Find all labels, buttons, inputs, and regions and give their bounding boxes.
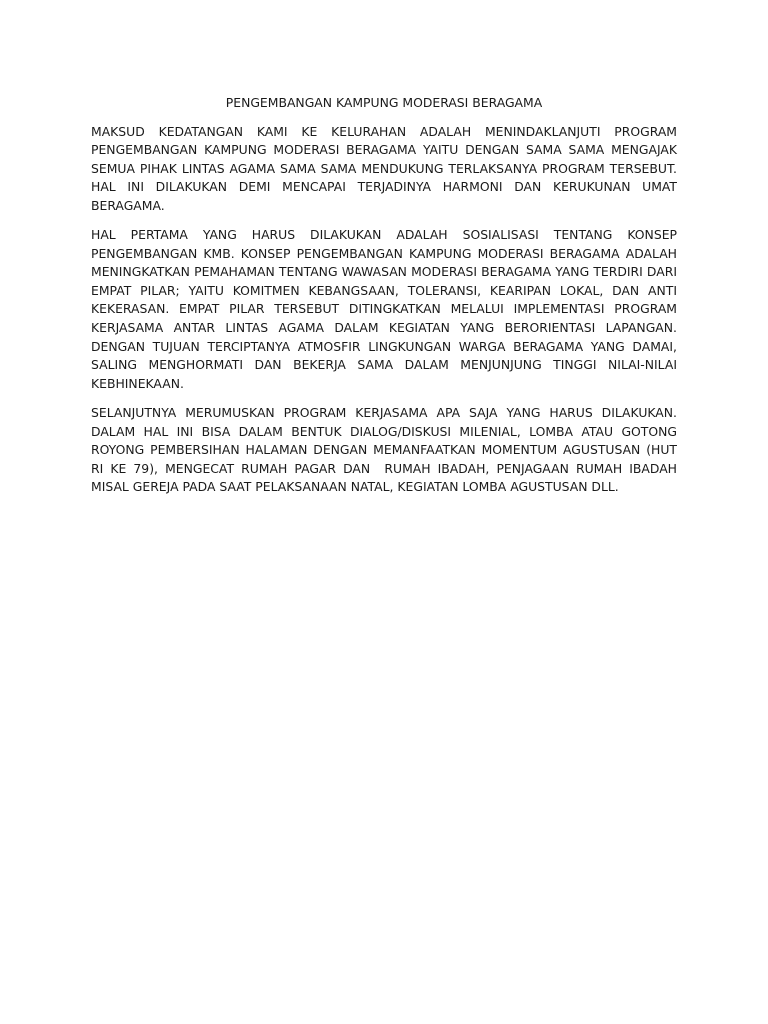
paragraph-intro: MAKSUD KEDATANGAN KAMI KE KELURAHAN ADALAH MENINDAKLANJUTI PROGRAM PENGEMBANGAN KAMPUNG MODERASI BERAGAMA YAITU DENGAN SAMA SAMA MENGAJAK SEMUA PIHAK LINTAS AGAMA SAMA SAMA MENDUKUNG TERLAKSANYA PROGRAM TERSEBUT. HAL INI DILAKUKAN DEMI MENCAPAI TERJADINYA HARMONI DAN KERUKUNAN UMAT BERAGAMA. xyxy=(91,123,681,213)
paragraph-socialization: HAL PERTAMA YANG HARUS DILAKUKAN ADALAH SOSIALISASI TENTANG KONSEP PENGEMBANGAN KMB. KONSEP PENGEMBANGAN KAMPUNG MODERASI BERAGAMA ADALAH MENINGKATKAN PEMAHAMAN TENTANG WAWASAN MODERASI BERAGAMA YANG TERDIRI DARI EMPAT PILAR; YAITU KOMITMEN KEBANGSAAN, TOLERANSI, KEARIPAN LOKAL, DAN ANTI KEKERASAN. EMPAT PILAR TERSEBUT DITINGKATKAN MELALUI IMPLEMENTASI PROGRAM KERJASAMA ANTAR LINTAS AGAMA DALAM KEGIATAN YANG BERORIENTASI LAPANGAN. DENGAN TUJUAN TERCIPTANYA ATMOSFIR LINGKUNGAN WARGA BERAGAMA YANG DAMAI, SALING MENGHORMATI DAN BEKERJA SAMA DALAM MENJUNJUNG TINGGI NILAI-NILAI KEBHINEKAAN. xyxy=(91,227,681,391)
paragraph-program: SELANJUTNYA MERUMUSKAN PROGRAM KERJASAMA APA SAJA YANG HARUS DILAKUKAN. DALAM HAL INI BISA DALAM BENTUK DIALOG/DISKUSI MILENIAL, LOMBA ATAU GOTONG ROYONG PEMBERSIHAN HALAMAN DENGAN MEMANFAATKAN MOMENTUM AGUSTUSAN (HUT RI KE 79), MENGECAT RUMAH PAGAR DAN RUMAH IBADAH, PENJAGAAN RUMAH IBADAH MISAL GEREJA PADA SAAT PELAKSANAAN NATAL, KEGIATAN LOMBA AGUSTUSAN DLL. xyxy=(91,404,681,495)
document-title: PENGEMBANGAN KAMPUNG MODERASI BERAGAMA xyxy=(225,95,543,110)
document-body xyxy=(91,94,681,507)
